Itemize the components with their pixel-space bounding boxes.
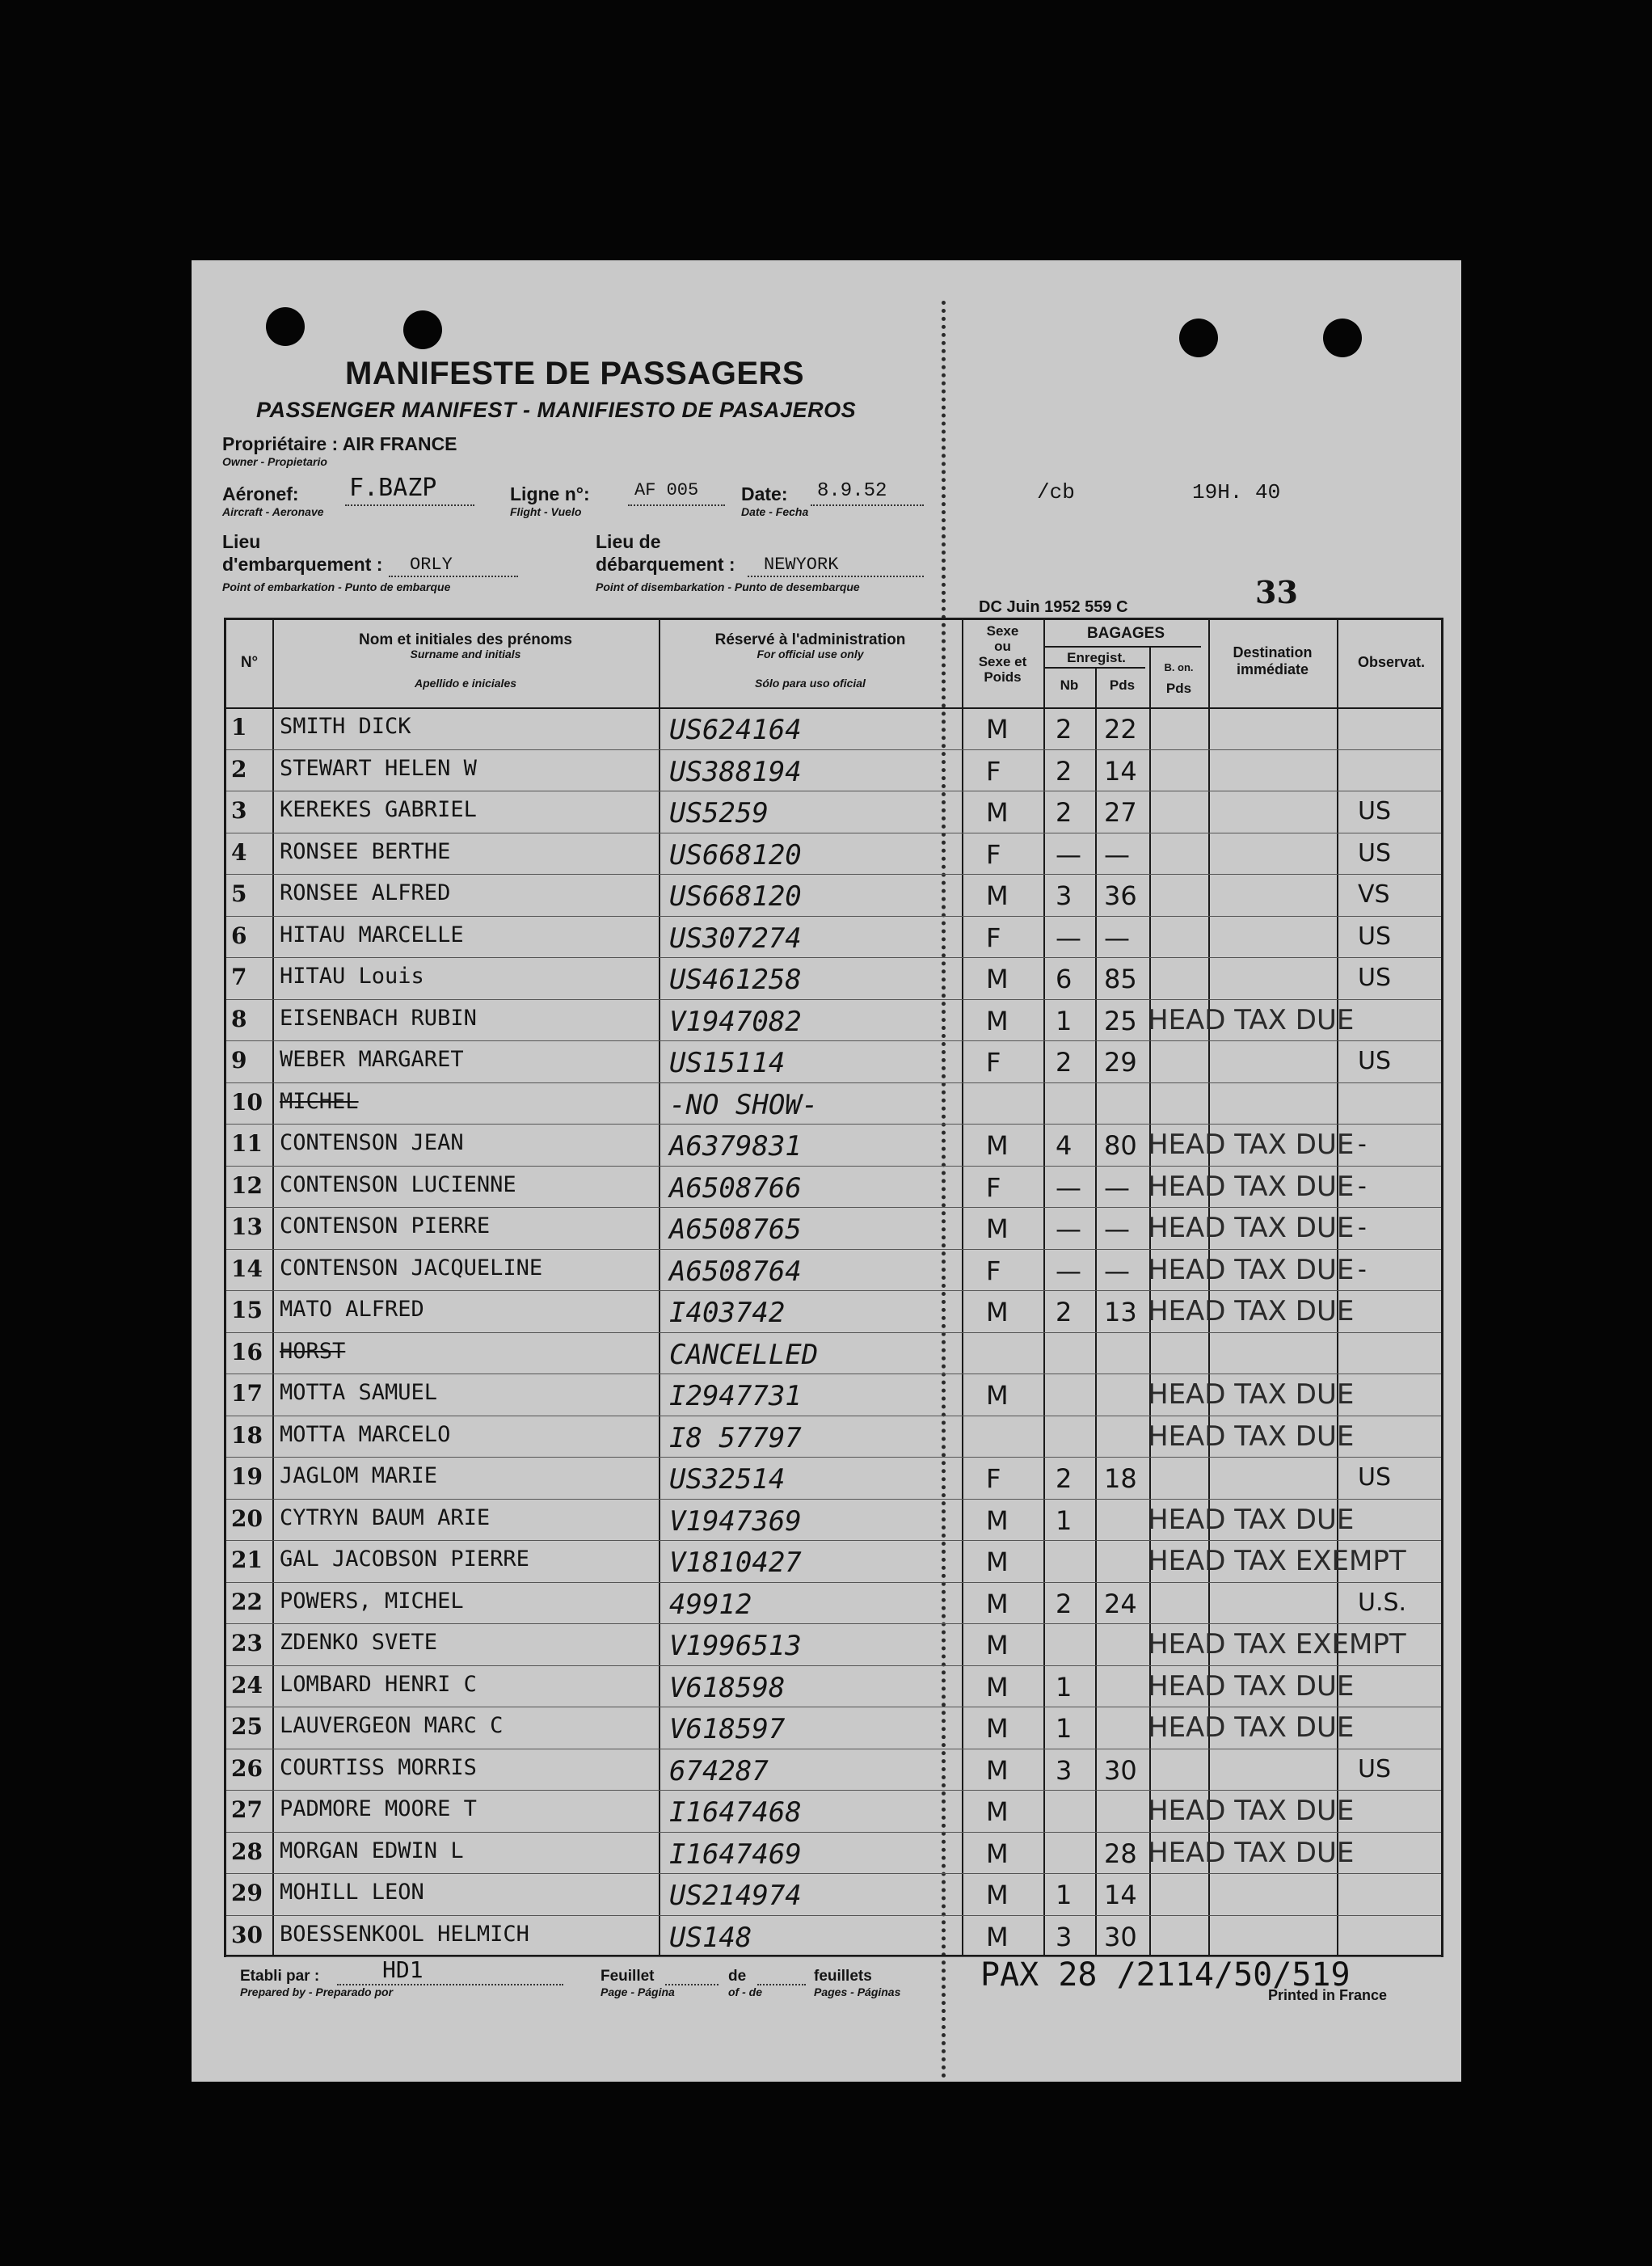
col-header-sex: Sexe ou Sexe et Poids bbox=[978, 623, 1027, 685]
cell-nb: 2 bbox=[1056, 1047, 1073, 1078]
cell-obs: - bbox=[1358, 1213, 1367, 1242]
row-divider bbox=[226, 957, 1441, 958]
cell-reserved: 49912 bbox=[669, 1588, 752, 1621]
cell-name: MOTTA MARCELO bbox=[280, 1421, 451, 1447]
col-header-reserved: Réservé à l'administration For official use only Sólo para uso oficial bbox=[714, 631, 906, 690]
of-label: de of - de bbox=[728, 1968, 762, 1998]
cell-name: COURTISS MORRIS bbox=[280, 1754, 477, 1780]
cell-reserved: US668120 bbox=[669, 838, 802, 871]
embark-label: Lieu d'embarquement : Point of embarkation - Punto de embarque bbox=[222, 531, 451, 593]
cell-obs: VS bbox=[1358, 880, 1390, 909]
cell-pds: 22 bbox=[1104, 714, 1137, 745]
row-divider bbox=[226, 1166, 1441, 1167]
cell-nb: — bbox=[1056, 922, 1081, 953]
prepared-label: Etabli par : Prepared by - Preparado por bbox=[240, 1968, 394, 1998]
cell-no: 24 bbox=[231, 1671, 263, 1698]
cell-name: KEREKES GABRIEL bbox=[280, 797, 477, 822]
row-divider bbox=[226, 1790, 1441, 1791]
cell-sex: M bbox=[986, 1671, 1009, 1703]
cell-reserved: V1947369 bbox=[669, 1504, 802, 1538]
row-divider bbox=[226, 999, 1441, 1000]
cell-sex: M bbox=[986, 1921, 1009, 1952]
cell-no: 18 bbox=[231, 1421, 263, 1449]
cell-no: 16 bbox=[231, 1338, 263, 1365]
cell-sex: M bbox=[986, 1713, 1009, 1744]
col-header-observations: Observat. bbox=[1357, 654, 1426, 670]
cell-note-stamp: HEAD TAX DUE bbox=[1148, 1836, 1355, 1869]
cell-pds: 24 bbox=[1104, 1588, 1137, 1619]
form-code: DC Juin 1952 559 C bbox=[979, 598, 1128, 616]
punch-hole bbox=[1323, 319, 1362, 357]
row-divider bbox=[226, 1873, 1441, 1874]
row-divider bbox=[226, 1832, 1441, 1833]
cell-no: 8 bbox=[231, 1005, 247, 1032]
cell-reserved: US32514 bbox=[669, 1463, 786, 1496]
cell-name: SMITH DICK bbox=[280, 714, 411, 739]
cell-sex: M bbox=[986, 1796, 1009, 1827]
printed-in-france: Printed in France bbox=[1268, 1987, 1388, 2003]
cell-pds: 18 bbox=[1104, 1463, 1137, 1494]
cell-reserved: I403742 bbox=[669, 1297, 786, 1329]
row-divider bbox=[226, 1457, 1441, 1458]
row-divider bbox=[226, 1207, 1441, 1208]
time-value: 19H. 40 bbox=[1192, 480, 1281, 504]
row-divider bbox=[226, 1915, 1441, 1916]
cell-name: ZDENKO SVETE bbox=[280, 1630, 438, 1655]
cell-no: 29 bbox=[231, 1880, 263, 1906]
cell-no: 6 bbox=[231, 922, 247, 949]
cell-sex: M bbox=[986, 1297, 1009, 1327]
cell-no: 13 bbox=[231, 1213, 263, 1240]
cell-sex: F bbox=[986, 1047, 1001, 1078]
cell-no: 23 bbox=[231, 1630, 263, 1656]
cell-name: HITAU Louis bbox=[280, 964, 424, 989]
cell-no: 15 bbox=[231, 1297, 263, 1323]
cell-sex: M bbox=[986, 1380, 1009, 1411]
cell-pds: 29 bbox=[1104, 1047, 1137, 1078]
cell-note-stamp: HEAD TAX DUE bbox=[1148, 1170, 1355, 1203]
cell-obs: US bbox=[1358, 1754, 1392, 1783]
cell-reserved: 674287 bbox=[669, 1754, 769, 1787]
cell-no: 10 bbox=[231, 1088, 263, 1116]
cell-name: LAUVERGEON MARC C bbox=[280, 1713, 504, 1738]
cell-reserved: US15114 bbox=[669, 1047, 786, 1079]
cell-nb: 2 bbox=[1056, 1297, 1073, 1327]
cell-no: 27 bbox=[231, 1796, 263, 1823]
cell-name: LOMBARD HENRI C bbox=[280, 1671, 477, 1697]
row-divider bbox=[226, 749, 1441, 750]
manifest-title: MANIFESTE DE PASSAGERS bbox=[345, 356, 805, 391]
cell-reserved: US624164 bbox=[669, 714, 802, 746]
col-header-name: Nom et initiales des prénoms Surname and initials Apellido e iniciales bbox=[359, 631, 572, 690]
cell-nb: 2 bbox=[1056, 1588, 1073, 1619]
cell-sex: M bbox=[986, 880, 1009, 911]
cell-name: WEBER MARGARET bbox=[280, 1047, 464, 1072]
cell-pds: 25 bbox=[1104, 1005, 1137, 1036]
cell-name: POWERS, MICHEL bbox=[280, 1588, 464, 1614]
cell-reserved: US388194 bbox=[669, 755, 802, 788]
date-value: 8.9.52 bbox=[817, 480, 887, 502]
cell-pds: 30 bbox=[1104, 1921, 1137, 1952]
cell-no: 3 bbox=[231, 797, 247, 824]
cell-nb: — bbox=[1056, 1255, 1081, 1286]
sheets-label: feuillets Pages - Páginas bbox=[814, 1968, 901, 1998]
cell-no: 7 bbox=[231, 964, 247, 990]
cell-sex: M bbox=[986, 1213, 1009, 1244]
cell-name: RONSEE BERTHE bbox=[280, 838, 451, 864]
embark-value: ORLY bbox=[410, 555, 453, 575]
cell-no: 30 bbox=[231, 1921, 263, 1948]
cell-nb: 6 bbox=[1056, 964, 1073, 994]
cell-sex: M bbox=[986, 797, 1009, 828]
cell-name: CONTENSON JEAN bbox=[280, 1130, 464, 1155]
cell-no: 19 bbox=[231, 1463, 263, 1490]
cell-name: CONTENSON PIERRE bbox=[280, 1213, 491, 1238]
cell-no: 25 bbox=[231, 1713, 263, 1740]
cell-reserved: I8 57797 bbox=[669, 1421, 802, 1454]
cell-no: 21 bbox=[231, 1547, 263, 1573]
owner-label: Propriétaire : AIR FRANCE Owner - Propietario bbox=[222, 433, 457, 468]
cell-nb: — bbox=[1056, 1213, 1081, 1244]
row-divider bbox=[226, 874, 1441, 875]
cell-pds: 36 bbox=[1104, 880, 1137, 911]
cell-sex: F bbox=[986, 1463, 1001, 1494]
row-divider bbox=[226, 916, 1441, 917]
cell-note-stamp: HEAD TAX EXEMPT bbox=[1148, 1545, 1406, 1577]
passenger-table bbox=[224, 618, 1443, 1957]
cell-reserved: US461258 bbox=[669, 964, 802, 996]
cell-nb: 1 bbox=[1056, 1005, 1073, 1036]
cell-nb: 3 bbox=[1056, 880, 1073, 911]
cell-note-stamp: HEAD TAX DUE bbox=[1148, 1295, 1355, 1327]
cell-name: RONSEE ALFRED bbox=[280, 880, 451, 905]
cell-no: 20 bbox=[231, 1504, 263, 1532]
cell-reserved: I1647468 bbox=[669, 1796, 802, 1829]
cell-name: PADMORE MOORE T bbox=[280, 1796, 477, 1821]
cell-pds: — bbox=[1104, 1213, 1130, 1244]
cell-pds: 14 bbox=[1104, 755, 1137, 787]
cell-name: MICHEL bbox=[280, 1088, 359, 1114]
cell-no: 28 bbox=[231, 1838, 263, 1865]
cell-sex: M bbox=[986, 1130, 1009, 1161]
cell-nb: 4 bbox=[1056, 1130, 1073, 1161]
row-divider bbox=[226, 1540, 1441, 1541]
cell-reserved: A6508765 bbox=[669, 1213, 802, 1246]
cell-no: 22 bbox=[231, 1588, 263, 1615]
row-divider bbox=[226, 1290, 1441, 1291]
cell-no: 2 bbox=[231, 755, 247, 783]
cell-no: 14 bbox=[231, 1255, 263, 1282]
cell-reserved: V618598 bbox=[669, 1671, 786, 1704]
cell-pds: 13 bbox=[1104, 1297, 1137, 1327]
cell-obs: - bbox=[1358, 1171, 1367, 1201]
cell-no: 11 bbox=[231, 1130, 263, 1157]
cell-no: 17 bbox=[231, 1380, 263, 1407]
cell-name: BOESSENKOOL HELMICH bbox=[280, 1921, 529, 1947]
cell-note-stamp: HEAD TAX EXEMPT bbox=[1148, 1628, 1406, 1660]
cell-pds: 30 bbox=[1104, 1754, 1137, 1786]
cell-nb: 2 bbox=[1056, 755, 1073, 787]
cell-reserved: A6508766 bbox=[669, 1171, 802, 1205]
cell-pds: — bbox=[1104, 838, 1130, 870]
cell-obs: US bbox=[1358, 964, 1392, 992]
cell-sex: M bbox=[986, 1547, 1009, 1577]
cell-reserved: US307274 bbox=[669, 922, 802, 955]
cell-reserved: V1996513 bbox=[669, 1630, 802, 1662]
cell-pds: 28 bbox=[1104, 1838, 1137, 1869]
cell-sex: F bbox=[986, 755, 1001, 787]
cell-name: CONTENSON LUCIENNE bbox=[280, 1171, 516, 1197]
cell-note-stamp: HEAD TAX DUE bbox=[1148, 1669, 1355, 1703]
cell-reserved: I1647469 bbox=[669, 1838, 802, 1871]
cell-name: CONTENSON JACQUELINE bbox=[280, 1255, 543, 1281]
cell-sex: M bbox=[986, 1005, 1009, 1036]
cell-no: 9 bbox=[231, 1047, 247, 1074]
cell-note-stamp: HEAD TAX DUE bbox=[1148, 1253, 1355, 1286]
cell-no: 4 bbox=[231, 838, 247, 866]
row-divider bbox=[226, 1040, 1441, 1041]
cell-obs: US bbox=[1358, 1047, 1392, 1075]
cell-pds: 14 bbox=[1104, 1880, 1137, 1910]
cell-obs: U.S. bbox=[1358, 1588, 1407, 1617]
prepared-value: HD1 bbox=[382, 1956, 424, 1983]
cell-sex: M bbox=[986, 1588, 1009, 1619]
cell-reserved: US214974 bbox=[669, 1880, 802, 1912]
cell-reserved: -NO SHOW- bbox=[669, 1088, 819, 1121]
cell-obs: US bbox=[1358, 922, 1392, 951]
cell-reserved: A6508764 bbox=[669, 1255, 802, 1288]
cell-nb: 1 bbox=[1056, 1671, 1073, 1703]
row-divider bbox=[226, 1499, 1441, 1500]
cell-nb: — bbox=[1056, 838, 1081, 870]
row-divider bbox=[226, 1332, 1441, 1333]
cell-nb: 3 bbox=[1056, 1754, 1073, 1786]
cell-note-stamp: HEAD TAX DUE bbox=[1148, 1003, 1355, 1036]
cell-note-stamp: HEAD TAX DUE bbox=[1148, 1795, 1355, 1827]
pax-note: PAX 28 /2114/50/519 bbox=[980, 1956, 1351, 1994]
cell-note-stamp: HEAD TAX DUE bbox=[1148, 1378, 1355, 1411]
col-header-baggage: BAGAGES bbox=[1086, 625, 1165, 642]
cell-obs: US bbox=[1358, 1463, 1392, 1492]
cell-obs: US bbox=[1358, 797, 1392, 825]
cell-pds: — bbox=[1104, 922, 1130, 953]
cell-name: HORST bbox=[280, 1338, 346, 1364]
col-header-pds: Pds bbox=[1109, 677, 1136, 693]
cell-note-stamp: HEAD TAX DUE bbox=[1148, 1503, 1355, 1536]
cell-reserved: US148 bbox=[669, 1921, 752, 1954]
cell-name: JAGLOM MARIE bbox=[280, 1463, 438, 1488]
flight-value: AF 005 bbox=[634, 480, 699, 500]
row-divider bbox=[226, 1582, 1441, 1583]
date-label: Date: Date - Fecha bbox=[741, 483, 809, 518]
col-header-registered: Enregist. bbox=[1067, 650, 1126, 665]
cell-name: MOHILL LEON bbox=[280, 1880, 424, 1905]
col-header-nb: Nb bbox=[1060, 677, 1079, 693]
cell-sex: M bbox=[986, 964, 1009, 994]
cell-reserved: US5259 bbox=[669, 797, 769, 829]
disembark-label: Lieu de débarquement : Point of disembarkation - Punto de desembarque bbox=[596, 531, 860, 593]
sheet-label: Feuillet Page - Página bbox=[601, 1968, 675, 1998]
row-divider bbox=[226, 1249, 1441, 1250]
cell-sex: F bbox=[986, 838, 1001, 870]
code-value: /cb bbox=[1037, 480, 1075, 504]
cell-sex: F bbox=[986, 922, 1001, 953]
cell-sex: M bbox=[986, 1838, 1009, 1869]
cell-name: GAL JACOBSON PIERRE bbox=[280, 1547, 529, 1572]
cell-reserved: V618597 bbox=[669, 1713, 786, 1745]
cell-nb: 2 bbox=[1056, 797, 1073, 828]
cell-note-stamp: HEAD TAX DUE bbox=[1148, 1129, 1355, 1161]
cell-reserved: A6379831 bbox=[669, 1130, 802, 1163]
col-header-hand-baggage: B. on. Pds bbox=[1164, 661, 1194, 696]
aircraft-value: F.BAZP bbox=[349, 474, 437, 502]
cell-nb: 2 bbox=[1056, 714, 1073, 745]
punch-hole bbox=[1179, 319, 1218, 357]
cell-note-stamp: HEAD TAX DUE bbox=[1148, 1711, 1355, 1744]
cell-nb: 2 bbox=[1056, 1463, 1073, 1494]
cell-no: 12 bbox=[231, 1171, 263, 1199]
cell-reserved: V1810427 bbox=[669, 1547, 802, 1579]
cell-name: CYTRYN BAUM ARIE bbox=[280, 1504, 491, 1530]
cell-pds: — bbox=[1104, 1171, 1130, 1203]
cell-obs: - bbox=[1358, 1130, 1367, 1158]
page-number: 33 bbox=[1255, 574, 1298, 610]
cell-reserved: V1947082 bbox=[669, 1005, 802, 1038]
cell-reserved: I2947731 bbox=[669, 1380, 802, 1412]
cell-sex: M bbox=[986, 1880, 1009, 1910]
cell-obs: - bbox=[1358, 1255, 1367, 1284]
manifest-sheet bbox=[192, 260, 1461, 2082]
cell-note-stamp: HEAD TAX DUE bbox=[1148, 1212, 1355, 1244]
cell-reserved: US668120 bbox=[669, 880, 802, 913]
cell-nb: 1 bbox=[1056, 1713, 1073, 1744]
col-header-destination: Destination immédiate bbox=[1233, 644, 1313, 677]
cell-obs: US bbox=[1358, 838, 1392, 867]
cell-no: 26 bbox=[231, 1754, 263, 1782]
cell-sex: M bbox=[986, 1504, 1009, 1536]
cell-nb: 1 bbox=[1056, 1504, 1073, 1536]
cell-name: EISENBACH RUBIN bbox=[280, 1005, 477, 1031]
cell-reserved: CANCELLED bbox=[669, 1338, 819, 1371]
cell-nb: 1 bbox=[1056, 1880, 1073, 1910]
cell-pds: 80 bbox=[1104, 1130, 1137, 1161]
cell-sex: M bbox=[986, 1754, 1009, 1786]
cell-no: 5 bbox=[231, 880, 247, 907]
cell-sex: M bbox=[986, 714, 1009, 745]
cell-note-stamp: HEAD TAX DUE bbox=[1148, 1420, 1355, 1453]
flight-label: Ligne n°: Flight - Vuelo bbox=[510, 483, 590, 518]
cell-no: 1 bbox=[231, 714, 247, 741]
cell-pds: — bbox=[1104, 1255, 1130, 1286]
row-divider bbox=[226, 1082, 1441, 1083]
cell-pds: 85 bbox=[1104, 964, 1137, 994]
row-divider bbox=[226, 1124, 1441, 1125]
cell-nb: 3 bbox=[1056, 1921, 1073, 1952]
cell-name: MORGAN EDWIN L bbox=[280, 1838, 464, 1863]
cell-pds: 27 bbox=[1104, 797, 1137, 828]
aircraft-label: Aéronef: Aircraft - Aeronave bbox=[222, 483, 324, 518]
cell-sex: F bbox=[986, 1255, 1001, 1286]
cell-name: MATO ALFRED bbox=[280, 1297, 424, 1322]
col-header-no: N° bbox=[240, 654, 259, 671]
row-divider bbox=[226, 1665, 1441, 1666]
cell-name: MOTTA SAMUEL bbox=[280, 1380, 438, 1405]
punch-hole bbox=[266, 307, 305, 346]
cell-nb: — bbox=[1056, 1171, 1081, 1203]
row-divider bbox=[226, 1623, 1441, 1624]
cell-sex: M bbox=[986, 1630, 1009, 1660]
cell-name: HITAU MARCELLE bbox=[280, 922, 464, 947]
disembark-value: NEWYORK bbox=[764, 555, 839, 575]
cell-sex: F bbox=[986, 1171, 1001, 1203]
cell-name: STEWART HELEN W bbox=[280, 755, 477, 781]
punch-hole bbox=[403, 310, 442, 349]
manifest-subtitle: PASSENGER MANIFEST - MANIFIESTO DE PASAJEROS bbox=[256, 398, 857, 422]
